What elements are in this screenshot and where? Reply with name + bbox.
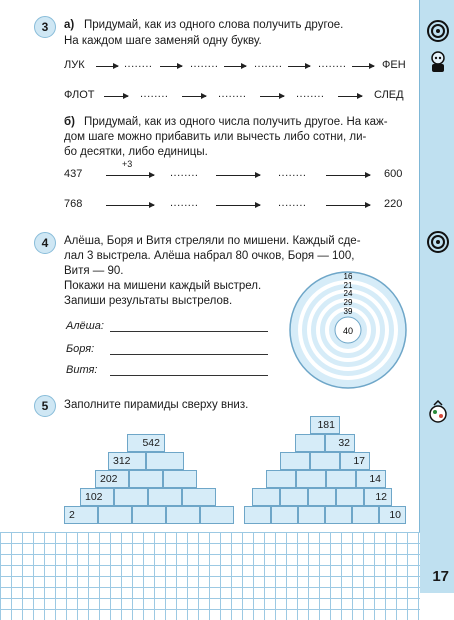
row1-arrow-3 — [224, 66, 246, 67]
pyr2-row4-brick-3[interactable] — [326, 470, 356, 488]
pyr2-row3-brick-3[interactable]: 17 — [340, 452, 370, 470]
pyr1-row5-brick-5[interactable] — [200, 506, 234, 524]
pyr1-row4-brick-4[interactable] — [182, 488, 216, 506]
shooting-target[interactable] — [288, 270, 408, 390]
score-39: 39 — [343, 307, 353, 316]
label-vitya: Витя: — [66, 364, 98, 376]
pyr1-row5-brick-1[interactable]: 2 — [64, 506, 98, 524]
row4-blank-2[interactable]: ........ — [278, 197, 307, 209]
pyr2-row2-brick-1[interactable] — [295, 434, 325, 452]
pyr2-row4-brick-2[interactable] — [296, 470, 326, 488]
row4-start-number: 768 — [64, 198, 83, 210]
row4-end-number: 220 — [384, 198, 403, 210]
row3-arrow-3 — [326, 175, 370, 176]
score-21: 21 — [343, 281, 353, 290]
task3a-label: а) — [64, 19, 75, 31]
pyr1-row4-brick-2[interactable] — [114, 488, 148, 506]
row1-arrow-5 — [352, 66, 374, 67]
task3a-text-1: Придумай, как из одного слова получить другое. — [84, 19, 344, 31]
pyr2-row4-brick-1[interactable] — [266, 470, 296, 488]
pyr1-row5-brick-2[interactable] — [98, 506, 132, 524]
pyr2-row3-brick-1[interactable] — [280, 452, 310, 470]
pyr2-row6-brick-2[interactable] — [271, 506, 298, 524]
task3b-text-2: дом шаге можно прибавить или вычесть либо сотни, ли- — [64, 131, 367, 143]
pyr1-row3-brick-3[interactable] — [163, 470, 197, 488]
sidebar-border — [419, 0, 420, 593]
task4-badge: 4 — [34, 232, 56, 254]
task4-text-1: Алёша, Боря и Витя стреляли по мишени. Каждый сде- — [64, 235, 361, 247]
row4-blank-1[interactable]: ........ — [170, 197, 199, 209]
row1-arrow-4 — [288, 66, 310, 67]
row1-start-word: ЛУК — [64, 59, 85, 71]
answer-line-borya[interactable] — [110, 354, 268, 355]
row1-arrow-2 — [160, 66, 182, 67]
spiral-icon-2 — [427, 231, 449, 253]
pyr1-brick-top[interactable]: 542 — [127, 434, 165, 452]
task5-text: Заполните пирамиды сверху вниз. — [64, 399, 249, 411]
pyr2-row5-brick-4[interactable] — [336, 488, 364, 506]
row3-arrow-2 — [216, 175, 260, 176]
row4-arrow-2 — [216, 205, 260, 206]
answer-line-vitya[interactable] — [110, 375, 268, 376]
score-24: 24 — [343, 289, 353, 298]
page-sidebar — [420, 0, 454, 593]
pyr1-row5-brick-4[interactable] — [166, 506, 200, 524]
pyr2-row5-brick-5[interactable]: 12 — [364, 488, 392, 506]
row1-blank-2[interactable]: ........ — [190, 58, 219, 70]
row4-arrow-3 — [326, 205, 370, 206]
task4-text-5: Запиши результаты выстрелов. — [64, 295, 233, 307]
task4-text-2: лал 3 выстрела. Алёша набрал 80 очков, Боря — 100, — [64, 250, 355, 262]
row2-start-word: ФЛОТ — [64, 89, 95, 101]
task4-text-4: Покажи на мишени каждый выстрел. — [64, 280, 262, 292]
pyr2-row5-brick-2[interactable] — [280, 488, 308, 506]
pyr1-row4-brick-1[interactable]: 102 — [80, 488, 114, 506]
task3b-label: б) — [64, 116, 75, 128]
row4-arrow-1 — [106, 205, 154, 206]
pyr2-row6-brick-6[interactable]: 10 — [379, 506, 406, 524]
page-number: 17 — [432, 568, 449, 585]
row1-blank-4[interactable]: ........ — [318, 58, 347, 70]
row3-end-number: 600 — [384, 168, 403, 180]
row2-blank-1[interactable]: ........ — [140, 88, 169, 100]
pyr2-brick-top[interactable]: 181 — [310, 416, 340, 434]
row3-blank-1[interactable]: ........ — [170, 167, 199, 179]
answer-line-alesha[interactable] — [110, 331, 268, 332]
label-alesha: Алёша: — [66, 320, 104, 332]
task4-text-3: Витя — 90. — [64, 265, 124, 277]
pyr2-row5-brick-3[interactable] — [308, 488, 336, 506]
row1-blank-3[interactable]: ........ — [254, 58, 283, 70]
row3-arrow-1 — [106, 175, 154, 176]
score-40: 40 — [342, 326, 354, 336]
task3b-text-3: бо десятки, либо единицы. — [64, 146, 208, 158]
pyr2-row6-brick-3[interactable] — [298, 506, 325, 524]
pyr2-row4-brick-4[interactable]: 14 — [356, 470, 386, 488]
row2-arrow-3 — [260, 96, 284, 97]
pyr2-row6-brick-4[interactable] — [325, 506, 352, 524]
row2-arrow-4 — [338, 96, 362, 97]
pyr2-row2-brick-2[interactable]: 32 — [325, 434, 355, 452]
pyr1-row2-brick-2[interactable] — [146, 452, 184, 470]
score-29: 29 — [343, 298, 353, 307]
row2-arrow-1 — [104, 96, 128, 97]
row2-blank-3[interactable]: ........ — [296, 88, 325, 100]
pyr1-row2-brick-1[interactable]: 312 — [108, 452, 146, 470]
grid-paper — [0, 532, 420, 620]
pyr1-row3-brick-1[interactable]: 202 — [95, 470, 129, 488]
task3a-text-2: На каждом шаге заменяй одну букву. — [64, 35, 262, 47]
row3-start-number: 437 — [64, 168, 83, 180]
row2-blank-2[interactable]: ........ — [218, 88, 247, 100]
task5-badge: 5 — [34, 395, 56, 417]
pyr2-row6-brick-1[interactable] — [244, 506, 271, 524]
row1-end-word: ФЕН — [382, 59, 406, 71]
bird-icon — [427, 400, 449, 426]
task3-badge: 3 — [34, 16, 56, 38]
pyr1-row5-brick-3[interactable] — [132, 506, 166, 524]
pyr2-row6-brick-5[interactable] — [352, 506, 379, 524]
label-borya: Боря: — [66, 343, 95, 355]
pyr1-row4-brick-3[interactable] — [148, 488, 182, 506]
spiral-icon — [427, 20, 449, 42]
score-16: 16 — [343, 272, 353, 281]
row1-arrow-1 — [96, 66, 118, 67]
robot-icon — [428, 50, 448, 74]
row2-arrow-2 — [182, 96, 206, 97]
pyr2-row3-brick-2[interactable] — [310, 452, 340, 470]
task3b-text-1: Придумай, как из одного числа получить другое. На каж- — [84, 116, 388, 128]
pyr2-row5-brick-1[interactable] — [252, 488, 280, 506]
row3-blank-2[interactable]: ........ — [278, 167, 307, 179]
row1-blank-1[interactable]: ........ — [124, 58, 153, 70]
row2-end-word: СЛЕД — [374, 89, 404, 101]
row3-hint: +3 — [122, 159, 133, 169]
pyr1-row3-brick-2[interactable] — [129, 470, 163, 488]
